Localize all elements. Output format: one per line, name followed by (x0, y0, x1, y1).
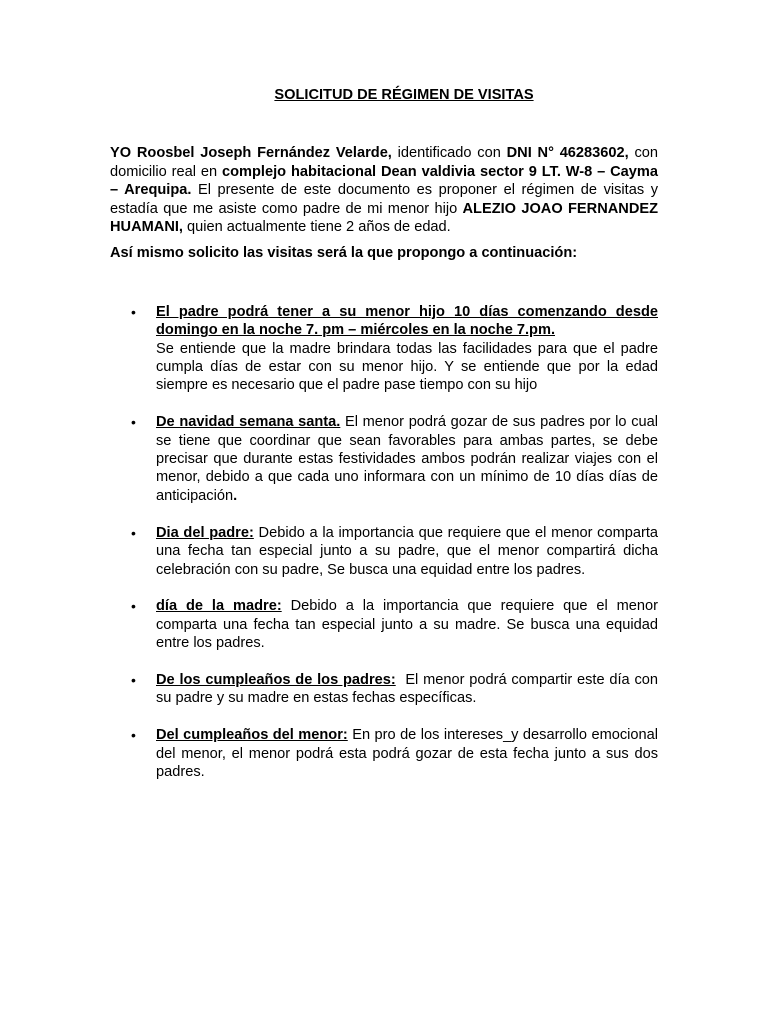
bullet-icon: • (131, 598, 136, 615)
intro-text-3: El presente de este documento es proponer el régimen de visitas y estadía que me asiste como padre de mi menor hijo (110, 182, 659, 217)
bullet-icon: • (131, 671, 136, 688)
item-heading: día de la madre: (156, 598, 282, 615)
applicant-name: YO Roosbel Joseph Fernández Velarde, (110, 145, 392, 162)
item-heading: Del cumpleaños del menor: (156, 727, 348, 744)
list-item (131, 303, 658, 395)
item-body: El menor podrá compartir este día con su padre y su madre en estas fechas específicas. (156, 671, 663, 707)
list-item (131, 413, 658, 505)
item-heading: Dia del padre: (156, 524, 254, 541)
bullet-icon: • (131, 303, 136, 320)
item-heading: El padre podrá tener a su menor hijo 10 días comenzando desde domingo en la noche 7. pm – miércoles en la noche 7.pm. (156, 303, 658, 339)
child-name: ALEZIO JOAO FERNANDEZ HUAMANI, (110, 200, 659, 236)
lead-paragraph: Así mismo solicito las visitas será la que propongo a continuación: (110, 245, 578, 262)
list-item (131, 524, 658, 579)
bullet-icon: • (131, 414, 136, 431)
home-address: complejo habitacional Dean valdivia sector 9 LT. W-8 – Cayma – Arequipa. (110, 163, 658, 199)
intro-paragraph (110, 144, 658, 236)
item-heading: De los cumpleaños de los padres: (156, 671, 396, 688)
list-item (131, 726, 658, 781)
list-item (131, 597, 658, 652)
visit-terms-list (110, 303, 663, 781)
list-item (131, 671, 663, 708)
item-tail: . (233, 487, 238, 504)
item-heading: De navidad semana santa. (156, 414, 341, 431)
item-body: Se entiende que la madre brindara todas las facilidades para que el padre cumpla días de estar con su menor hijo. Y se entiende que por la edad siempre es necesario que el padre pase tiempo con su hijo (156, 340, 658, 394)
intro-text-1: identificado con (391, 145, 507, 162)
bullet-icon: • (131, 524, 136, 541)
item-body: Debido a la importancia que requiere que el menor comparta una fecha tan especial junto a su padre, que el menor compartirá dicha celebración con su padre, Se busca una equidad entre los padres. (156, 524, 658, 578)
document-title: SOLICITUD DE RÉGIMEN DE VISITAS (274, 87, 534, 103)
item-body: Debido a la importancia que requiere que el menor comparta una fecha tan especial junto a su madre. Se busca una equidad entre los padres. (156, 598, 658, 652)
dni-number: DNI N° 46283602, (506, 145, 629, 162)
intro-text-2: con domicilio real en (110, 145, 659, 180)
item-body: En pro de los intereses_y desarrollo emocional del menor, el menor podrá esta podrá gozar de esta fecha junto a sus dos padres. (156, 727, 658, 780)
bullet-icon: • (131, 727, 136, 744)
item-body: El menor podrá gozar de sus padres por lo cual se tiene que coordinar que sean favorables para ambas partes, se debe precisar que durante estas festividades ambos podrán realizar viajes con el menor, debido a que cada uno informara con un mínimo de 10 días días de anticipación (156, 414, 658, 504)
intro-text-4: quien actualmente tiene 2 años de edad. (182, 219, 451, 236)
